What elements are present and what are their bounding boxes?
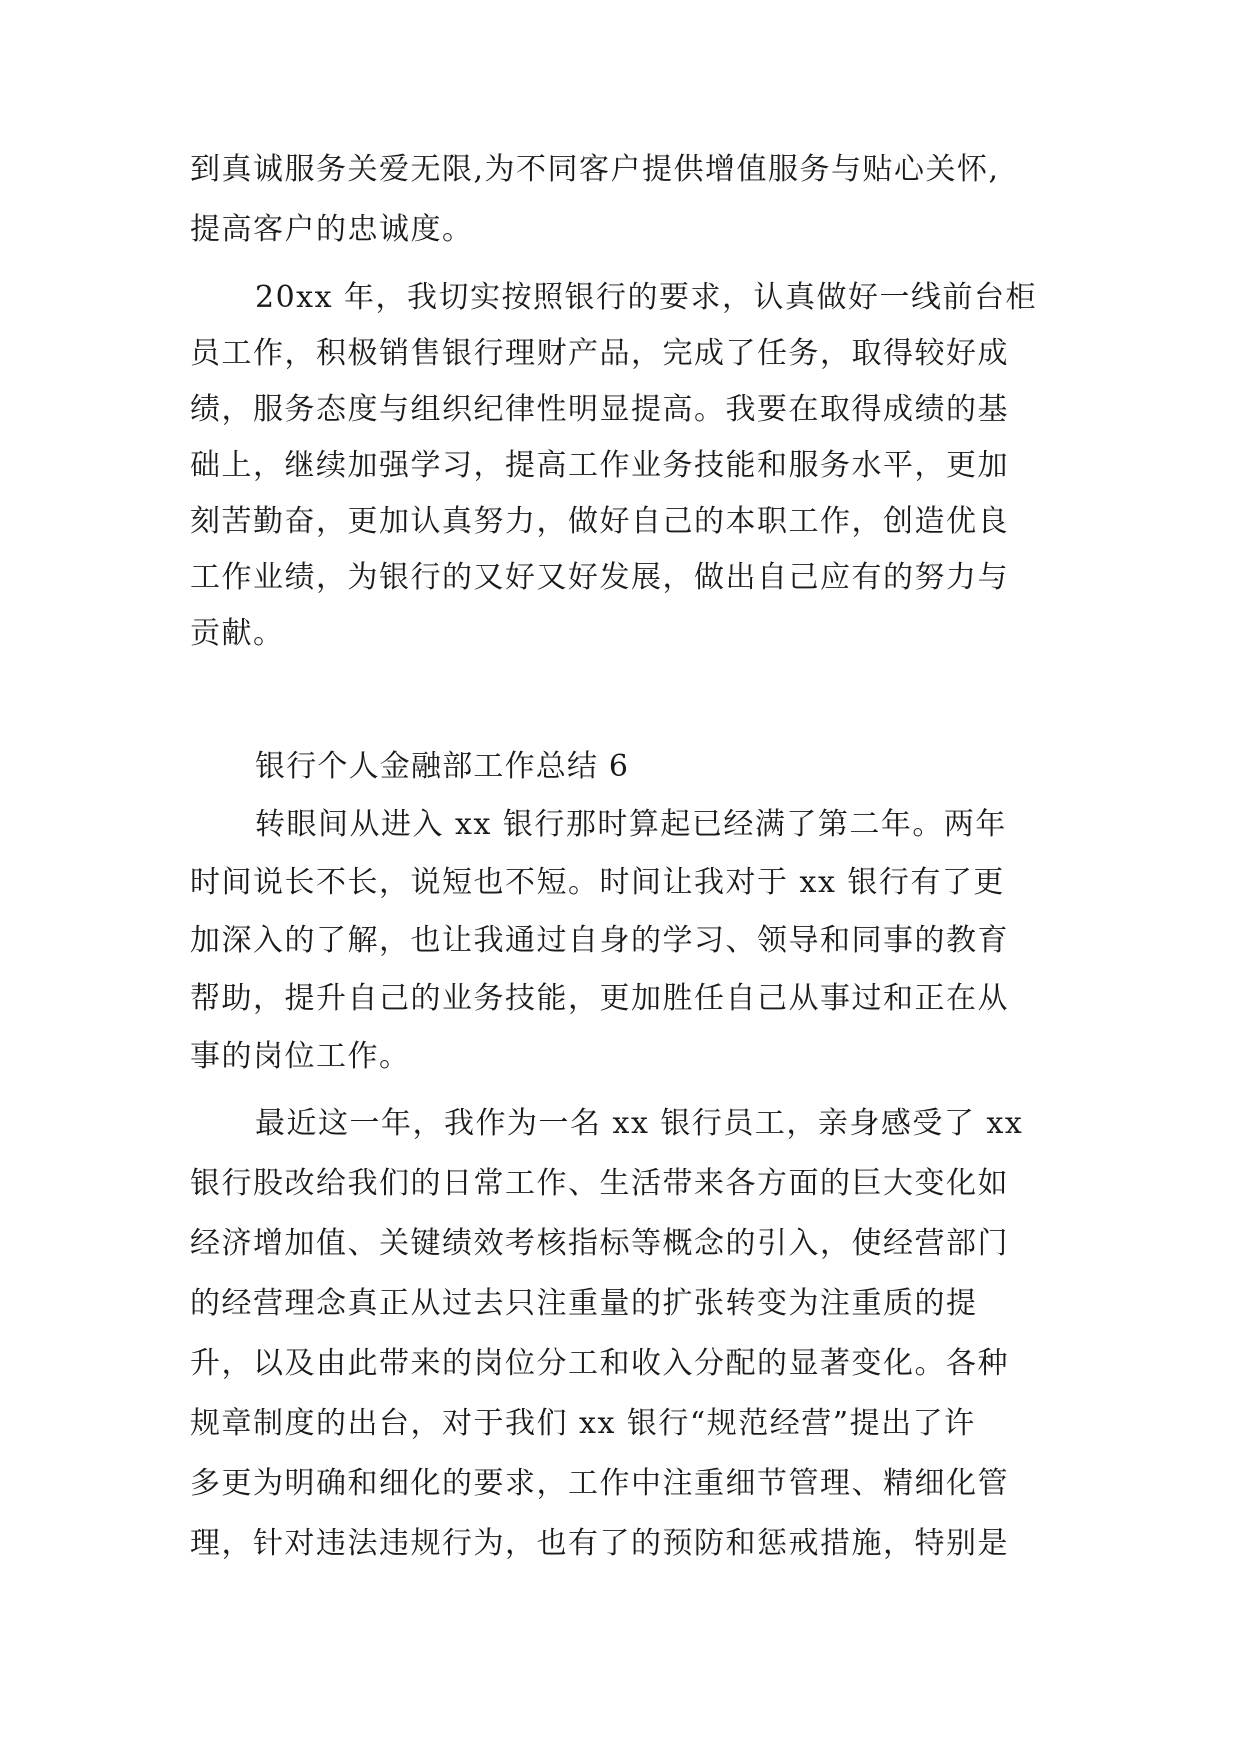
text-line: 贡献。 — [190, 616, 285, 651]
text-line: 工作业绩，为银行的又好又好发展，做出自己应有的努力与 — [190, 560, 1009, 595]
text-line: 升，以及由此带来的岗位分工和收入分配的显著变化。各种 — [190, 1346, 1009, 1381]
text-line: 最近这一年，我作为一名 xx 银行员工，亲身感受了 xx — [255, 1106, 1024, 1141]
section-title: 银行个人金融部工作总结 6 — [255, 749, 630, 784]
text-line: 理，针对违法违规行为，也有了的预防和惩戒措施，特别是 — [190, 1526, 1009, 1561]
text-line: 的经营理念真正从过去只注重量的扩张转变为注重质的提 — [190, 1286, 978, 1321]
text-line: 提高客户的忠诚度。 — [190, 212, 474, 247]
text-line: 经济增加值、关键绩效考核指标等概念的引入，使经营部门 — [190, 1226, 1009, 1261]
text-line: 帮助，提升自己的业务技能，更加胜任自己从事过和正在从 — [190, 981, 1009, 1016]
text-line: 规章制度的出台，对于我们 xx 银行“规范经营”提出了许 — [190, 1406, 976, 1441]
text-line: 转眼间从进入 xx 银行那时算起已经满了第二年。两年 — [255, 807, 1007, 842]
text-line: 银行股改给我们的日常工作、生活带来各方面的巨大变化如 — [190, 1166, 1009, 1201]
text-line: 员工作，积极销售银行理财产品，完成了任务，取得较好成 — [190, 336, 1009, 371]
text-line: 多更为明确和细化的要求，工作中注重细节管理、精细化管 — [190, 1466, 1009, 1501]
text-line: 础上，继续加强学习，提高工作业务技能和服务水平，更加 — [190, 448, 1009, 483]
text-line: 20xx 年，我切实按照银行的要求，认真做好一线前台柜 — [255, 280, 1038, 315]
text-line: 加深入的了解，也让我通过自身的学习、领导和同事的教育 — [190, 923, 1009, 958]
text-line: 刻苦勤奋，更加认真努力，做好自己的本职工作，创造优良 — [190, 504, 1009, 539]
text-line: 事的岗位工作。 — [190, 1039, 411, 1074]
text-line: 绩，服务态度与组织纪律性明显提高。我要在取得成绩的基 — [190, 392, 1009, 427]
text-line: 时间说长不长，说短也不短。时间让我对于 xx 银行有了更 — [190, 865, 1005, 900]
text-line: 到真诚服务关爱无限,为不同客户提供增值服务与贴心关怀, — [190, 152, 1000, 187]
